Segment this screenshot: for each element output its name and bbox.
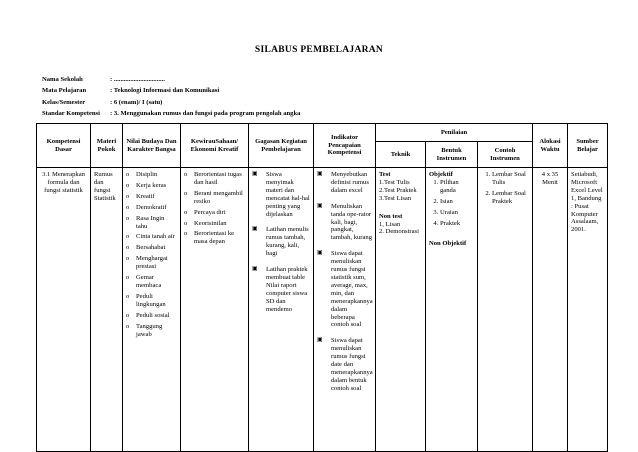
nilai-item: [126, 193, 177, 201]
circle-bullet-icon: o: [126, 311, 130, 319]
circle-bullet-icon: o: [126, 322, 130, 330]
kewirausahaan-item-text: Keorisinilan: [194, 219, 227, 227]
th-nilai-budaya: Nilai Budaya Dan Karakter Bangsa: [123, 124, 181, 168]
page-title: SILABUS PEMBELAJARAN: [254, 45, 384, 55]
circle-bullet-icon: o: [184, 171, 188, 178]
contoh-item: 1. Lembar Soal Tulis: [492, 171, 529, 187]
contoh-list: [481, 171, 529, 206]
indikator-list: [317, 171, 372, 393]
cell-bentuk: [426, 168, 478, 452]
bentuk-item: 2. Isian: [440, 198, 474, 206]
nilai-list: [126, 171, 177, 338]
materi-text: Rumus dan fungsi Statistik: [94, 171, 116, 202]
contoh-item: 2. Lembar Soal Praktek: [492, 190, 529, 206]
meta-label: Nama Sekolah: [42, 76, 83, 83]
alokasi-text: 4 x 35 Menit: [541, 171, 559, 186]
kewirausahaan-item-text: Berorientasi ke masa depan: [194, 230, 235, 246]
cell-contoh: [478, 168, 533, 452]
nilai-item: [126, 233, 177, 241]
nilai-item: [126, 182, 177, 190]
gagasan-item-text: Siswa menyimak materi dan mencatat hal-hal penting yang dijelaskan: [266, 171, 310, 218]
circle-bullet-icon: o: [126, 181, 130, 189]
cell-sumber: [568, 168, 608, 452]
nilai-item: [126, 244, 177, 252]
sumber-text: Setiabudi, Microsoft Excel Level 1, Bandung : Pusat Komputer Assalaam, 2001.: [571, 171, 603, 234]
meta-mapel: [42, 85, 300, 96]
nilai-item: [126, 215, 177, 231]
th-contoh: Contoh Instrumen: [478, 142, 533, 168]
th-bentuk: Bentuk Instrumen: [426, 142, 478, 168]
teknik-test-list: [379, 179, 422, 203]
header-row: [37, 124, 608, 142]
circle-bullet-icon: o: [126, 233, 130, 241]
gagasan-item: [252, 171, 310, 218]
th-materi-pokok: Materi Pokok: [91, 124, 123, 168]
indikator-item-text: Menuliskan tanda ope-rator kali, bagi, pangkat, tambah, kurang: [331, 202, 373, 242]
syllabus-table: [36, 123, 608, 452]
bentuk-item: 3. Uraian: [440, 209, 474, 217]
gagasan-item-text: Latihan menulis rumus tambah, kurang, kali, bagi: [266, 226, 309, 258]
teknik-nontest-list: [379, 221, 422, 237]
teknik-test-label: Test: [379, 171, 391, 178]
kewirausahaan-item: [184, 190, 245, 206]
nilai-item-text: Peduli lingkungan: [136, 292, 166, 308]
th-indikator: Indikator Pencapaian Kompetensi: [314, 124, 376, 168]
circle-bullet-icon: o: [126, 214, 130, 222]
nilai-item: [126, 171, 177, 179]
nilai-item: [126, 312, 177, 320]
cell-alokasi: [533, 168, 568, 452]
meta-label: Standar Kompetensi: [42, 110, 100, 118]
circle-bullet-icon: o: [126, 203, 130, 211]
nilai-item-text: Cinta tanah air: [136, 233, 175, 241]
meta-value: : ...............................: [110, 76, 165, 83]
box-bullet-icon: ▣: [317, 250, 323, 257]
meta-value: : Teknologi Informasi dan Komunikasi: [110, 87, 220, 95]
meta-label: Mata Pelajaran: [42, 87, 87, 95]
nilai-item-text: Peduli sosial: [136, 311, 170, 319]
box-bullet-icon: ▣: [252, 226, 258, 233]
circle-bullet-icon: o: [184, 230, 188, 238]
indikator-item-text: Siswa dapat menuliskan rumus fungsi statistik sum, average, max, min, dan menerapkannya dalam beberapa contoh soal: [331, 250, 373, 329]
box-bullet-icon: ▣: [252, 171, 258, 177]
gagasan-list: [252, 171, 310, 314]
teknik-nontest-label: Non test: [379, 212, 403, 220]
cell-nilai-budaya: [123, 168, 181, 452]
nilai-item-text: Rasa Ingin tahu: [136, 214, 165, 230]
meta-kelas: [42, 97, 300, 108]
bentuk-item: 1. Pilihan ganda: [440, 179, 474, 195]
gagasan-item-text: Latihan praktek membuat table Nilai raport computer siswa SD dan mendemo: [266, 266, 308, 313]
kewirausahaan-item-text: Berani mengambil resiko: [194, 189, 243, 205]
teknik-test-item: 3.Test Lisan: [379, 194, 412, 202]
indikator-item: [317, 203, 372, 243]
circle-bullet-icon: o: [126, 171, 130, 178]
circle-bullet-icon: o: [184, 219, 188, 227]
bentuk-item: 4. Praktek: [440, 220, 474, 228]
circle-bullet-icon: o: [126, 244, 130, 252]
meta-value: : 6 (enam)/ I (satu): [110, 98, 163, 106]
box-bullet-icon: ▣: [317, 337, 323, 344]
nilai-item-text: Bersahabat: [136, 244, 166, 252]
gagasan-item: [252, 266, 310, 313]
kewirausahaan-item: [184, 220, 245, 228]
indikator-item: [317, 337, 372, 392]
th-teknik: Teknik: [376, 142, 426, 168]
meta-value: : 3. Menggunakan rumus dan fungsi pada program pengolah angka: [110, 110, 301, 118]
kewirausahaan-item: [184, 230, 245, 246]
th-kewirausahaan: KewirauSahaan/ Ekonomi Kreatif: [181, 124, 249, 168]
kewirausahaan-item: [184, 209, 245, 217]
teknik-test-item: 2.Test Praktek: [379, 186, 417, 194]
nilai-item-text: Kreatif: [136, 192, 155, 200]
cell-gagasan: [249, 168, 314, 452]
nilai-item: [126, 274, 177, 290]
box-bullet-icon: ▣: [252, 266, 258, 273]
nilai-item-text: Tanggung jawab: [136, 322, 163, 338]
nilai-item-text: Demokratif: [136, 203, 167, 211]
cell-teknik: [376, 168, 426, 452]
table-row: [37, 168, 608, 452]
meta-label: Kelas/Semester: [42, 98, 86, 106]
cell-kewirausahaan: [181, 168, 249, 452]
th-alokasi: Alokasi Waktu: [533, 124, 568, 168]
indikator-item-text: Siswa dapat menuliskan rumus fungsi date dan menerapkannya dalam bentuk contoh soal: [331, 337, 373, 392]
nilai-item: [126, 255, 177, 271]
cell-indikator: [314, 168, 376, 452]
nilai-item: [126, 323, 177, 339]
th-kompetensi-dasar: Kompetensi Dasar: [37, 124, 91, 168]
nilai-item-text: Disiplin: [136, 171, 158, 178]
teknik-nontest-item: 2. Demonstrasi: [379, 228, 419, 236]
circle-bullet-icon: o: [126, 292, 130, 300]
nilai-item: [126, 293, 177, 309]
nilai-item: [126, 204, 177, 212]
kd-text: 3.1 Menerapkan formula dan fungsi statistik: [42, 171, 85, 194]
box-bullet-icon: ▣: [317, 171, 323, 177]
th-penilaian: Penilaian: [376, 124, 533, 142]
kewirausahaan-item-text: Berorientasi tugas dan hasil: [194, 171, 242, 186]
teknik-test-item: 1.Test Tulis: [379, 178, 410, 186]
th-sumber: Sumber Belajar: [568, 124, 608, 168]
circle-bullet-icon: o: [126, 255, 130, 263]
circle-bullet-icon: o: [126, 192, 130, 200]
cell-materi-pokok: [91, 168, 123, 452]
kewirausahaan-item: [184, 171, 245, 187]
indikator-item: [317, 171, 372, 195]
gagasan-item: [252, 226, 310, 258]
nilai-item-text: Kerja keras: [136, 181, 167, 189]
kewirausahaan-list: [184, 171, 245, 246]
bentuk-list: [429, 179, 474, 228]
teknik-nontest-item: 1, Lisan: [379, 220, 401, 228]
circle-bullet-icon: o: [126, 274, 130, 282]
kewirausahaan-item-text: Percaya diri: [194, 208, 226, 216]
box-bullet-icon: ▣: [317, 202, 323, 209]
th-gagasan: Gagasan Kegiatan Pembelajaran: [249, 124, 314, 168]
cell-kompetensi-dasar: [37, 168, 91, 452]
nilai-item-text: Menghargai prestasi: [136, 255, 168, 271]
bentuk-objektif-label: Objektif: [429, 171, 453, 178]
circle-bullet-icon: o: [184, 208, 188, 216]
bentuk-nonobjektif-label: Non Objektif: [429, 240, 467, 248]
nilai-item-text: Gemar membaca: [136, 274, 162, 289]
meta-sk: [42, 108, 300, 119]
meta-block: [42, 74, 300, 120]
indikator-item: [317, 250, 372, 329]
meta-sekolah: [42, 74, 300, 85]
indikator-item-text: Menyebutkan definisi rumus dalam excel: [331, 171, 369, 194]
circle-bullet-icon: o: [184, 189, 188, 197]
